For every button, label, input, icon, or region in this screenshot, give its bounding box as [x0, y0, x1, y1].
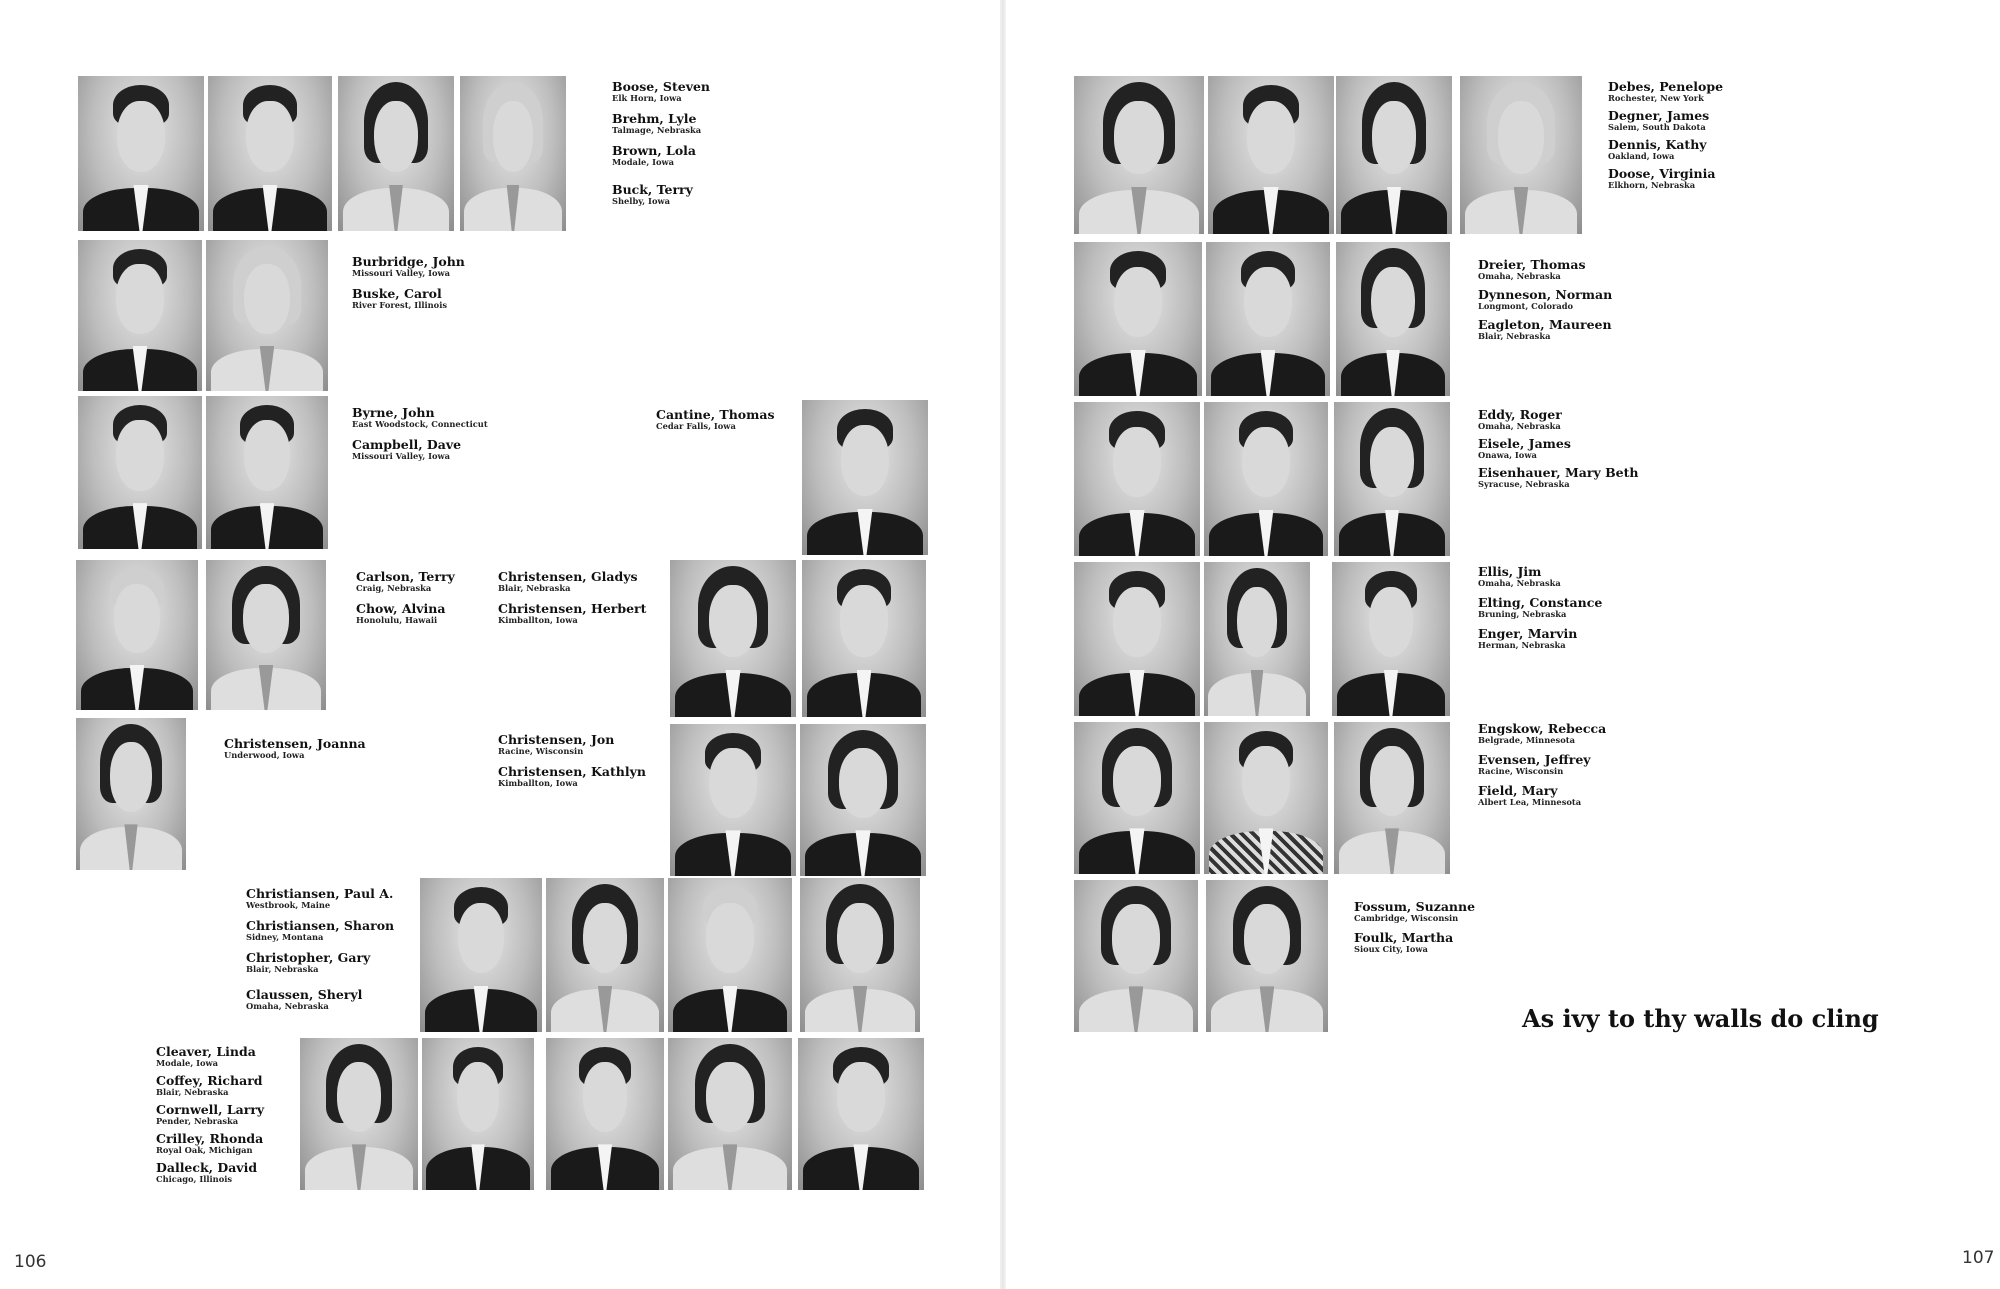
student-name: Eddy, Roger — [1478, 407, 1562, 422]
student-name: Boose, Steven — [612, 79, 710, 94]
portrait-photo — [300, 1038, 418, 1190]
student-name: Fossum, Suzanne — [1354, 899, 1476, 914]
student-hometown: Blair, Nebraska — [246, 964, 319, 974]
page-tagline: As ivy to thy walls do cling — [1522, 1004, 1879, 1033]
student-name: Claussen, Sheryl — [246, 987, 363, 1002]
student-name: Dennis, Kathy — [1608, 137, 1707, 152]
portrait-photo — [1334, 722, 1450, 874]
student-hometown: Racine, Wisconsin — [1478, 766, 1564, 776]
student-name: Foulk, Martha — [1354, 930, 1454, 945]
portrait-photo — [668, 1038, 792, 1190]
portrait-photo — [802, 560, 926, 717]
portrait-photo — [800, 724, 926, 876]
name-group — [352, 406, 488, 470]
student-hometown: Kimballton, Iowa — [498, 778, 578, 788]
student-name: Christopher, Gary — [246, 950, 371, 965]
student-name: Christensen, Herbert — [498, 601, 647, 616]
student-hometown: Albert Lea, Minnesota — [1478, 797, 1582, 807]
student-entry — [156, 1161, 264, 1184]
portrait-photo — [546, 1038, 664, 1190]
student-entry — [156, 1132, 264, 1155]
student-entry — [356, 602, 455, 625]
portrait-photo — [1208, 76, 1334, 234]
name-group — [1608, 80, 1723, 199]
student-entry — [352, 287, 465, 310]
portrait-photo — [1460, 76, 1582, 234]
student-hometown: River Forest, Illinois — [352, 300, 448, 310]
student-name: Christensen, Kathlyn — [498, 764, 646, 779]
portrait-photo — [1074, 562, 1200, 716]
student-entry — [1354, 900, 1475, 923]
student-name: Engskow, Rebecca — [1478, 721, 1607, 736]
student-entry — [1478, 437, 1638, 460]
student-entry — [612, 144, 710, 167]
student-entry — [246, 887, 394, 910]
student-entry — [246, 919, 394, 942]
student-entry — [1478, 596, 1602, 619]
student-name: Cornwell, Larry — [156, 1102, 265, 1117]
student-hometown: Missouri Valley, Iowa — [352, 451, 451, 461]
student-name: Field, Mary — [1478, 783, 1558, 798]
portrait-photo — [78, 396, 202, 549]
student-entry — [498, 602, 646, 625]
name-group — [1478, 408, 1638, 498]
student-entry — [156, 1074, 264, 1097]
student-hometown: East Woodstock, Connecticut — [352, 419, 488, 429]
student-entry — [1478, 408, 1638, 431]
name-group — [1478, 258, 1612, 350]
student-name: Enger, Marvin — [1478, 626, 1578, 641]
student-entry — [1478, 318, 1612, 341]
student-name: Eisele, James — [1478, 436, 1571, 451]
student-hometown: Cedar Falls, Iowa — [656, 421, 736, 431]
student-entry — [498, 570, 646, 593]
student-hometown: Blair, Nebraska — [498, 583, 571, 593]
student-hometown: Shelby, Iowa — [612, 196, 670, 206]
student-name: Buck, Terry — [612, 182, 693, 197]
portrait-photo — [668, 878, 792, 1032]
portrait-photo — [338, 76, 454, 231]
student-entry — [1608, 138, 1723, 161]
student-entry — [352, 406, 488, 429]
student-name: Brehm, Lyle — [612, 111, 697, 126]
portrait-photo — [76, 718, 186, 870]
student-hometown: Sidney, Montana — [246, 932, 324, 942]
student-entry — [356, 570, 455, 593]
name-group — [498, 733, 646, 797]
student-hometown: Westbrook, Maine — [246, 900, 331, 910]
student-hometown: Omaha, Nebraska — [1478, 578, 1561, 588]
student-hometown: Bruning, Nebraska — [1478, 609, 1567, 619]
portrait-photo — [208, 76, 332, 231]
student-name: Degner, James — [1608, 108, 1710, 123]
portrait-photo — [78, 240, 202, 391]
student-hometown: Underwood, Iowa — [224, 750, 305, 760]
student-hometown: Rochester, New York — [1608, 93, 1704, 103]
student-entry — [1478, 258, 1612, 281]
student-name: Christiansen, Sharon — [246, 918, 395, 933]
student-hometown: Elk Horn, Iowa — [612, 93, 682, 103]
portrait-photo — [1074, 76, 1204, 234]
student-hometown: Pender, Nebraska — [156, 1116, 239, 1126]
portrait-photo — [1074, 402, 1200, 556]
student-name: Byrne, John — [352, 405, 435, 420]
name-group — [1478, 565, 1602, 659]
portrait-photo — [802, 400, 928, 555]
student-name: Eagleton, Maureen — [1478, 317, 1612, 332]
name-group — [1478, 722, 1606, 816]
name-group — [156, 1045, 264, 1193]
student-hometown: Omaha, Nebraska — [1478, 271, 1561, 281]
student-hometown: Belgrade, Minnesota — [1478, 735, 1575, 745]
portrait-photo — [76, 560, 198, 710]
student-entry — [246, 951, 394, 974]
student-name: Campbell, Dave — [352, 437, 462, 452]
name-group — [498, 570, 646, 634]
student-hometown: Omaha, Nebraska — [1478, 421, 1561, 431]
student-entry — [1478, 288, 1612, 311]
portrait-photo — [670, 560, 796, 717]
student-entry — [156, 1103, 264, 1126]
student-entry — [656, 408, 775, 431]
portrait-photo — [420, 878, 542, 1032]
student-name: Evensen, Jeffrey — [1478, 752, 1591, 767]
student-hometown: Omaha, Nebraska — [246, 1001, 329, 1011]
student-name: Elting, Constance — [1478, 595, 1603, 610]
student-name: Christensen, Jon — [498, 732, 615, 747]
portrait-photo — [670, 724, 796, 876]
name-group — [246, 887, 394, 1020]
student-entry — [498, 765, 646, 788]
portrait-photo — [206, 396, 328, 549]
portrait-photo — [1204, 562, 1310, 716]
portrait-photo — [1204, 722, 1328, 874]
student-hometown: Missouri Valley, Iowa — [352, 268, 451, 278]
student-name: Debes, Penelope — [1608, 79, 1724, 94]
portrait-photo — [800, 878, 920, 1032]
student-name: Dynneson, Norman — [1478, 287, 1613, 302]
student-hometown: Longmont, Colorado — [1478, 301, 1574, 311]
portrait-photo — [460, 76, 566, 231]
student-entry — [1608, 167, 1723, 190]
student-name: Christensen, Gladys — [498, 569, 638, 584]
name-group — [356, 570, 455, 634]
student-name: Eisenhauer, Mary Beth — [1478, 465, 1639, 480]
student-entry — [246, 988, 394, 1011]
student-hometown: Honolulu, Hawaii — [356, 615, 438, 625]
portrait-photo — [1332, 562, 1450, 716]
student-name: Cleaver, Linda — [156, 1044, 256, 1059]
student-hometown: Modale, Iowa — [156, 1058, 219, 1068]
student-hometown: Kimballton, Iowa — [498, 615, 578, 625]
student-name: Carlson, Terry — [356, 569, 455, 584]
student-name: Christiansen, Paul A. — [246, 886, 394, 901]
student-hometown: Syracuse, Nebraska — [1478, 479, 1570, 489]
page-number-right: 107 — [1962, 1248, 1995, 1268]
student-entry — [352, 438, 488, 461]
portrait-photo — [1074, 722, 1200, 874]
student-entry — [1608, 109, 1723, 132]
student-entry — [1478, 784, 1606, 807]
portrait-photo — [546, 878, 664, 1032]
student-hometown: Herman, Nebraska — [1478, 640, 1566, 650]
page-number-left: 106 — [14, 1252, 47, 1272]
portrait-photo — [1336, 242, 1450, 396]
student-hometown: Onawa, Iowa — [1478, 450, 1537, 460]
student-entry — [1478, 753, 1606, 776]
student-hometown: Racine, Wisconsin — [498, 746, 584, 756]
student-hometown: Craig, Nebraska — [356, 583, 432, 593]
name-group — [612, 80, 710, 215]
name-group — [352, 255, 465, 319]
student-name: Chow, Alvina — [356, 601, 446, 616]
student-hometown: Cambridge, Wisconsin — [1354, 913, 1459, 923]
portrait-photo — [1206, 880, 1328, 1032]
page-spine — [1000, 0, 1006, 1289]
student-name: Cantine, Thomas — [656, 407, 775, 422]
portrait-photo — [422, 1038, 534, 1190]
student-hometown: Oakland, Iowa — [1608, 151, 1675, 161]
student-name: Doose, Virginia — [1608, 166, 1716, 181]
student-hometown: Elkhorn, Nebraska — [1608, 180, 1696, 190]
portrait-photo — [1206, 242, 1330, 396]
student-name: Dreier, Thomas — [1478, 257, 1586, 272]
student-entry — [1478, 722, 1606, 745]
portrait-photo — [798, 1038, 924, 1190]
student-name: Crilley, Rhonda — [156, 1131, 264, 1146]
name-group — [1354, 900, 1475, 963]
student-name: Buske, Carol — [352, 286, 442, 301]
student-entry — [612, 112, 710, 135]
portrait-photo — [1074, 880, 1198, 1032]
student-entry — [156, 1045, 264, 1068]
student-entry — [1478, 466, 1638, 489]
student-entry — [1354, 931, 1475, 954]
student-hometown: Sioux City, Iowa — [1354, 944, 1428, 954]
portrait-photo — [206, 560, 326, 710]
portrait-photo — [1074, 242, 1202, 396]
portrait-photo — [206, 240, 328, 391]
student-entry — [1608, 80, 1723, 103]
student-hometown: Royal Oak, Michigan — [156, 1145, 253, 1155]
student-name: Ellis, Jim — [1478, 564, 1542, 579]
student-hometown: Chicago, Illinois — [156, 1174, 233, 1184]
student-hometown: Salem, South Dakota — [1608, 122, 1706, 132]
student-hometown: Blair, Nebraska — [156, 1087, 229, 1097]
student-hometown: Modale, Iowa — [612, 157, 675, 167]
student-entry — [1478, 627, 1602, 650]
name-group — [656, 408, 775, 440]
student-entry — [612, 183, 710, 206]
portrait-photo — [78, 76, 204, 231]
student-name: Dalleck, David — [156, 1160, 258, 1175]
portrait-photo — [1334, 402, 1450, 556]
student-name: Coffey, Richard — [156, 1073, 263, 1088]
student-entry — [224, 737, 366, 760]
portrait-photo — [1204, 402, 1328, 556]
name-group — [224, 737, 366, 769]
student-entry — [612, 80, 710, 103]
student-name: Christensen, Joanna — [224, 736, 366, 751]
student-name: Brown, Lola — [612, 143, 697, 158]
student-name: Burbridge, John — [352, 254, 465, 269]
portrait-photo — [1336, 76, 1452, 234]
student-entry — [498, 733, 646, 756]
student-entry — [1478, 565, 1602, 588]
student-entry — [352, 255, 465, 278]
student-hometown: Talmage, Nebraska — [612, 125, 702, 135]
student-hometown: Blair, Nebraska — [1478, 331, 1551, 341]
